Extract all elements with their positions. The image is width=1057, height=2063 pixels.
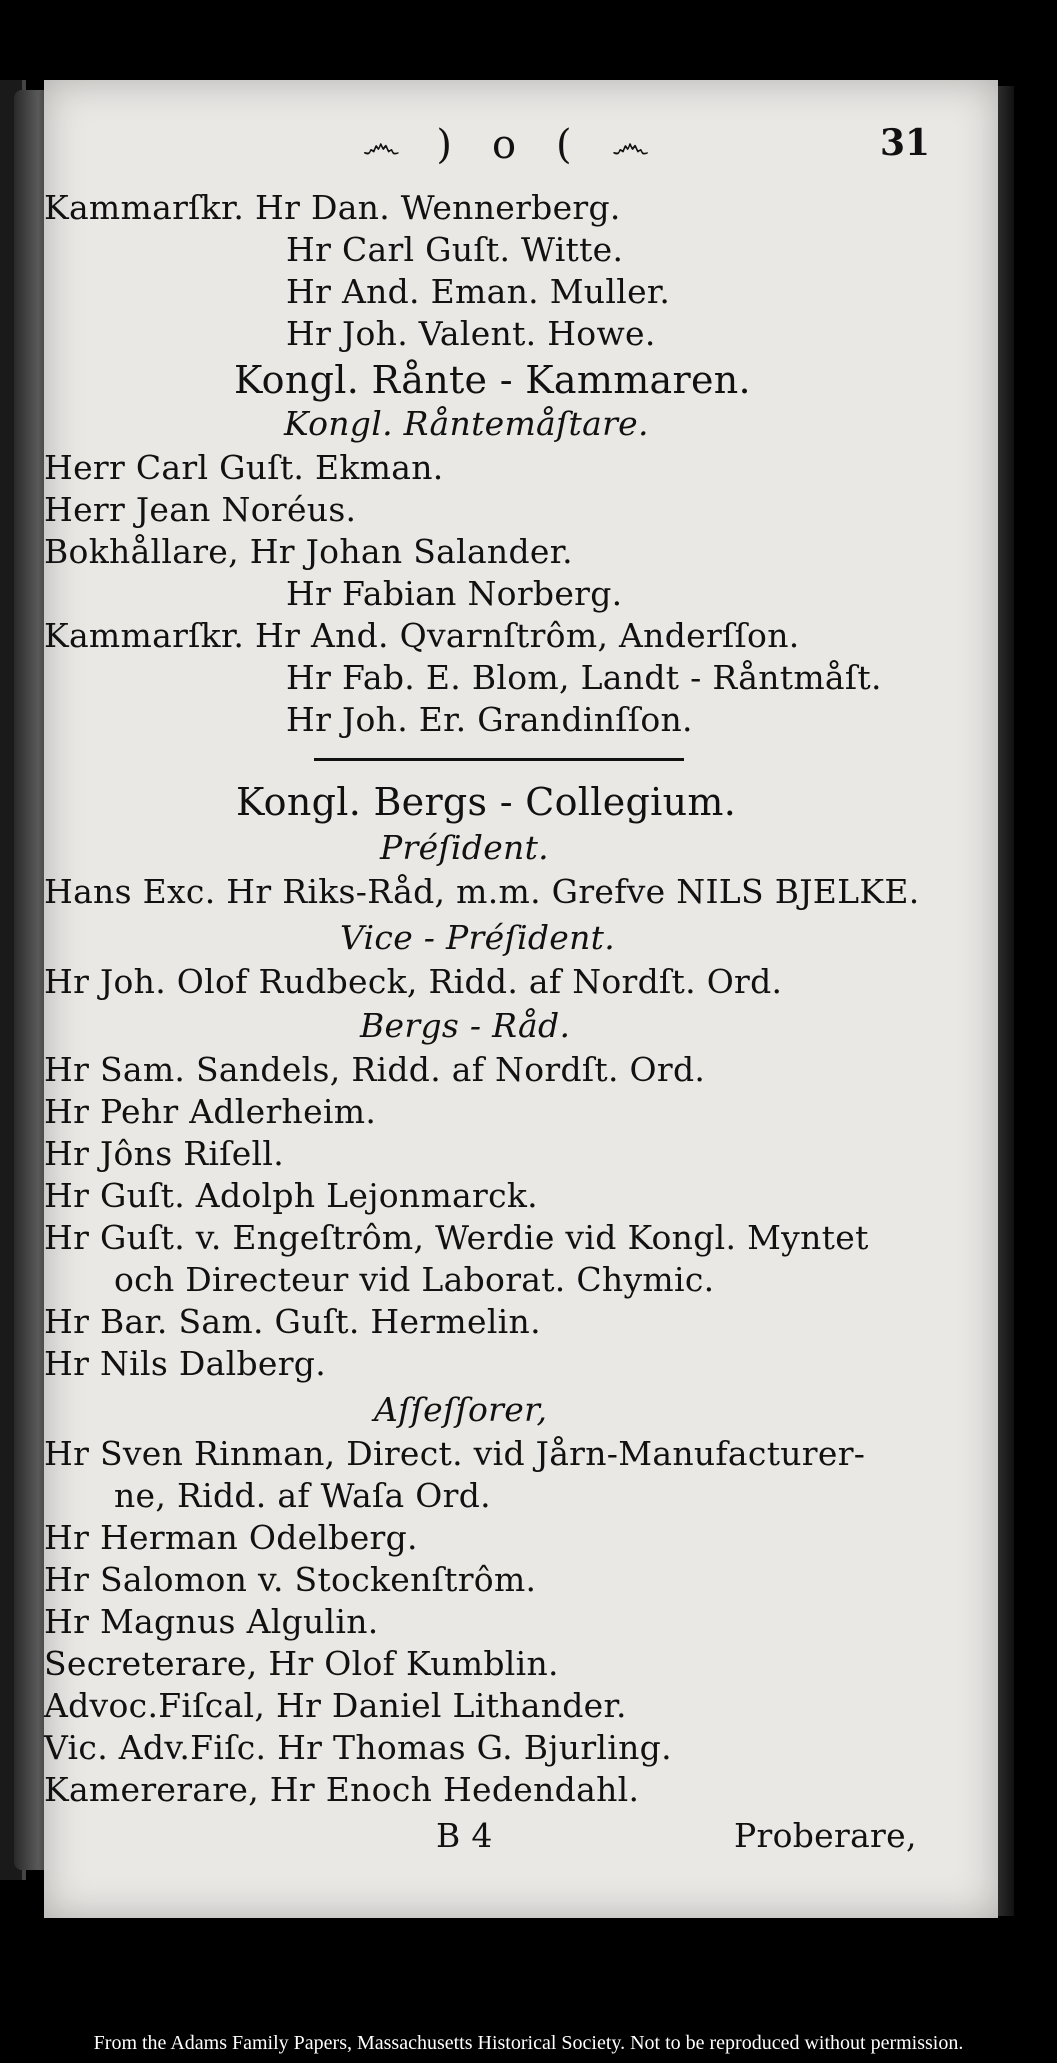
book-page bbox=[44, 80, 998, 1918]
text-line: Hr Salomon v. Stockenſtrôm. bbox=[44, 1560, 537, 1599]
text-line: Hr Magnus Algulin. bbox=[44, 1602, 379, 1641]
text-line: Hr Bar. Sam. Guſt. Hermelin. bbox=[44, 1302, 541, 1341]
text-line: Hr Fab. E. Blom, Landt - Råntmåſt. bbox=[286, 658, 882, 697]
text-line: Hr And. Eman. Muller. bbox=[286, 272, 671, 311]
text-line: Hans Exc. Hr Riks-Råd, m.m. Grefve NILS BJELKE. bbox=[44, 872, 920, 911]
text-line: och Directeur vid Laborat. Chymic. bbox=[114, 1260, 715, 1299]
text-line: Hr Carl Guſt. Witte. bbox=[286, 230, 624, 269]
header-ornament bbox=[314, 120, 694, 170]
text-line: Hr Sven Rinman, Direct. vid Jårn-Manufacturer- bbox=[44, 1434, 866, 1473]
shell-ornament-icon: ෴ bbox=[611, 122, 646, 168]
ornament-paren: ( bbox=[556, 122, 572, 168]
section-heading: Kongl. Rånte - Kammaren. bbox=[234, 358, 751, 402]
section-divider bbox=[314, 758, 684, 761]
signature-mark: B 4 bbox=[436, 1816, 493, 1855]
text-line: Hr Fabian Norberg. bbox=[286, 574, 623, 613]
catchword: Proberare, bbox=[734, 1816, 917, 1855]
subheading: Bergs - Råd. bbox=[360, 1006, 571, 1045]
text-line: Hr Joh. Er. Grandinſſon. bbox=[286, 700, 693, 739]
subheading: Aſſeſſorer, bbox=[374, 1390, 548, 1429]
text-line: Kamererare, Hr Enoch Hedendahl. bbox=[44, 1770, 640, 1809]
text-line: Hr Nils Dalberg. bbox=[44, 1344, 326, 1383]
copyright-footer: From the Adams Family Papers, Massachusetts Historical Society. Not to be reproduced without permission. bbox=[93, 2032, 964, 2054]
page-number: 31 bbox=[880, 122, 931, 164]
text-line: Advoc.Fiſcal, Hr Daniel Lithander. bbox=[44, 1686, 627, 1725]
text-line: Vic. Adv.Fiſc. Hr Thomas G. Bjurling. bbox=[44, 1728, 672, 1767]
text-line: Secreterare, Hr Olof Kumblin. bbox=[44, 1644, 559, 1683]
text-line: Hr Joh. Valent. Howe. bbox=[286, 314, 656, 353]
text-line: Hr Joh. Olof Rudbeck, Ridd. af Nordſt. Ord. bbox=[44, 962, 783, 1001]
shell-ornament-icon: ෴ bbox=[362, 122, 397, 168]
text-line: Hr Pehr Adlerheim. bbox=[44, 1092, 377, 1131]
text-line: Hr Herman Odelberg. bbox=[44, 1518, 418, 1557]
subheading: Vice - Préſident. bbox=[340, 918, 615, 957]
ornament-paren: ) bbox=[436, 122, 452, 168]
text-line: Kammarſkr. Hr Dan. Wennerberg. bbox=[44, 188, 621, 227]
text-line: Hr Sam. Sandels, Ridd. af Nordſt. Ord. bbox=[44, 1050, 706, 1089]
section-heading: Kongl. Bergs - Collegium. bbox=[236, 780, 737, 824]
text-line: Hr Guſt. Adolph Lejonmarck. bbox=[44, 1176, 538, 1215]
text-line: Kammarſkr. Hr And. Qvarnſtrôm, Anderſſon. bbox=[44, 616, 800, 655]
text-line: Hr Jôns Riſell. bbox=[44, 1134, 285, 1173]
text-line: Hr Guſt. v. Engeſtrôm, Werdie vid Kongl. Myntet bbox=[44, 1218, 869, 1257]
subheading: Kongl. Råntemåſtare. bbox=[284, 404, 649, 443]
text-line: Herr Jean Noréus. bbox=[44, 490, 357, 529]
text-line: Bokhållare, Hr Johan Salander. bbox=[44, 532, 573, 571]
ornament-circle: o bbox=[491, 122, 517, 168]
text-line: ne, Ridd. af Waſa Ord. bbox=[114, 1476, 491, 1515]
text-line: Herr Carl Guſt. Ekman. bbox=[44, 448, 444, 487]
subheading: Préſident. bbox=[380, 828, 549, 867]
